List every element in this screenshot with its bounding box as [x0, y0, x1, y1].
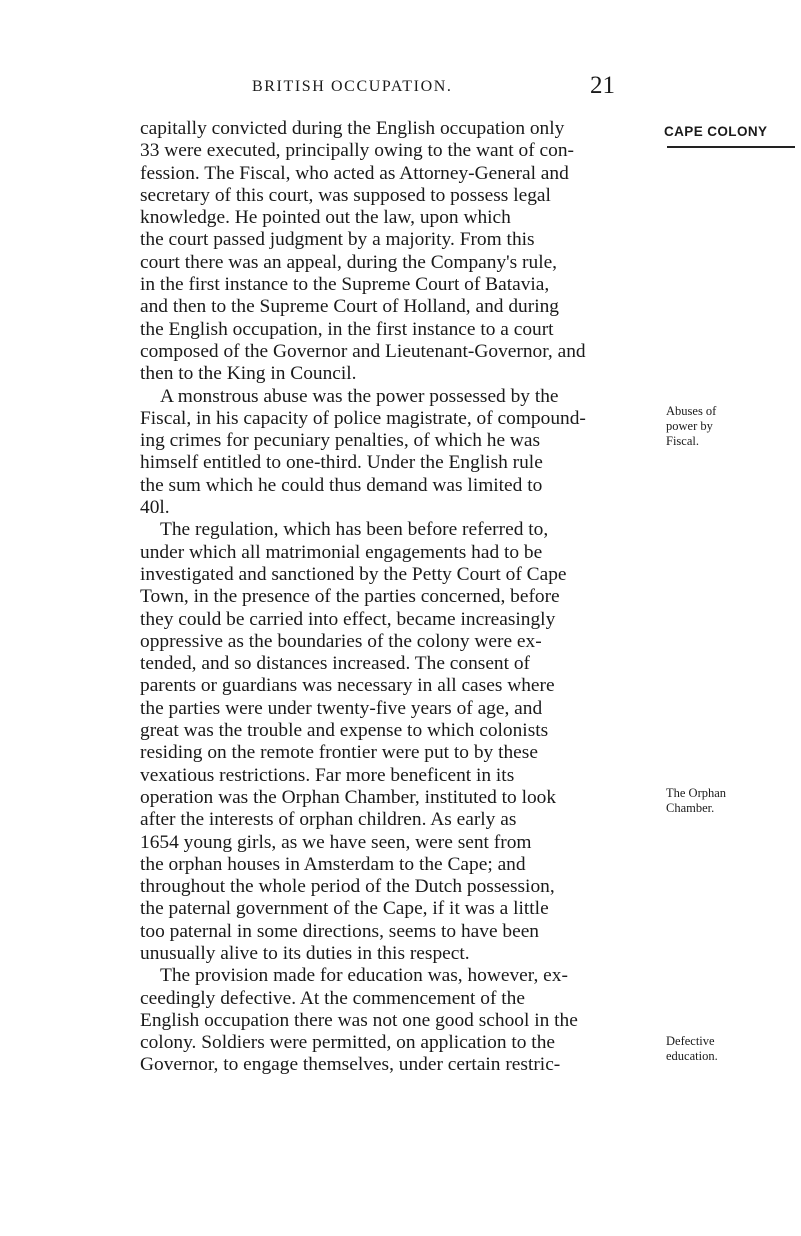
- body-line: great was the trouble and expense to which colonists: [140, 720, 549, 742]
- body-line: 40l.: [140, 497, 170, 519]
- body-line: Governor, to engage themselves, under certain restric-: [140, 1054, 561, 1076]
- body-line: oppressive as the boundaries of the colony were ex-: [140, 630, 542, 652]
- body-line: ing crimes for pecuniary penalties, of which he was: [140, 430, 541, 452]
- margin-note-line: education.: [666, 1049, 718, 1063]
- body-line: after the interests of orphan children. As early as: [140, 809, 517, 831]
- body-line: the court passed judgment by a majority. From this: [140, 229, 535, 251]
- body-line: investigated and sanctioned by the Petty Court of Cape: [140, 563, 567, 585]
- body-line: capitally convicted during the English occupation only: [140, 118, 565, 139]
- body-line: they could be carried into effect, became increasingly: [140, 608, 556, 630]
- body-line: and then to the Supreme Court of Holland, and during: [140, 296, 559, 318]
- body-line: tended, and so distances increased. The consent of: [140, 653, 531, 675]
- margin-note-defective-education: [666, 1034, 718, 1064]
- running-title: BRITISH OCCUPATION.: [252, 78, 453, 95]
- margin-note-line: The Orphan: [666, 786, 727, 800]
- body-line: himself entitled to one-third. Under the English rule: [140, 452, 543, 474]
- body-line: Town, in the presence of the parties concerned, before: [140, 586, 560, 608]
- section-rule: [667, 146, 795, 148]
- body-line: court there was an appeal, during the Company's rule,: [140, 251, 558, 273]
- margin-note-line: Defective: [666, 1034, 715, 1048]
- paragraph-start-line: A monstrous abuse was the power possessed by the: [160, 385, 559, 407]
- body-text: [140, 118, 658, 1077]
- body-line: throughout the whole period of the Dutch possession,: [140, 876, 555, 898]
- margin-note-line: Chamber.: [666, 801, 715, 815]
- body-line: ceedingly defective. At the commencement of the: [140, 987, 525, 1009]
- body-line: then to the King in Council.: [140, 363, 357, 385]
- body-line: 33 were executed, principally owing to the want of con-: [140, 140, 574, 162]
- body-line: in the first instance to the Supreme Court of Batavia,: [140, 274, 550, 296]
- body-line: knowledge. He pointed out the law, upon which: [140, 207, 511, 229]
- section-tag: CAPE COLONY: [664, 124, 768, 139]
- body-line: Fiscal, in his capacity of police magistrate, of compound-: [140, 407, 586, 429]
- body-line: the paternal government of the Cape, if it was a little: [140, 898, 549, 920]
- body-line: colony. Soldiers were permitted, on application to the: [140, 1032, 555, 1054]
- body-line: vexatious restrictions. Far more beneficent in its: [140, 764, 515, 786]
- body-line: operation was the Orphan Chamber, instituted to look: [140, 786, 557, 808]
- margin-note-line: power by: [666, 419, 713, 433]
- body-line: 1654 young girls, as we have seen, were sent from: [140, 831, 532, 853]
- body-line: unusually alive to its duties in this respect.: [140, 942, 470, 964]
- body-line: composed of the Governor and Lieutenant-Governor, and: [140, 340, 586, 362]
- body-line: residing on the remote frontier were put to by these: [140, 742, 538, 764]
- body-line: English occupation there was not one good school in the: [140, 1009, 578, 1031]
- page-number: 21: [590, 72, 615, 99]
- running-head: [0, 72, 801, 102]
- margin-note-line: Abuses of: [666, 404, 717, 418]
- paragraph-start-line: The regulation, which has been before referred to,: [160, 519, 549, 541]
- margin-note-orphan-chamber: [666, 786, 726, 816]
- body-line: the orphan houses in Amsterdam to the Cape; and: [140, 853, 526, 875]
- body-line: secretary of this court, was supposed to possess legal: [140, 184, 551, 206]
- margin-note-line: Fiscal.: [666, 434, 699, 448]
- margin-note-abuses-of-power: [666, 404, 716, 449]
- body-line: under which all matrimonial engagements had to be: [140, 541, 543, 563]
- body-line: fession. The Fiscal, who acted as Attorney-General and: [140, 162, 569, 184]
- paragraph-start-line: The provision made for education was, however, ex-: [160, 965, 568, 987]
- body-line: parents or guardians was necessary in all cases where: [140, 675, 555, 697]
- body-line: too paternal in some directions, seems to have been: [140, 920, 540, 942]
- body-line: the sum which he could thus demand was limited to: [140, 474, 543, 496]
- body-line: the parties were under twenty-five years of age, and: [140, 697, 543, 719]
- body-line: the English occupation, in the first instance to a court: [140, 318, 554, 340]
